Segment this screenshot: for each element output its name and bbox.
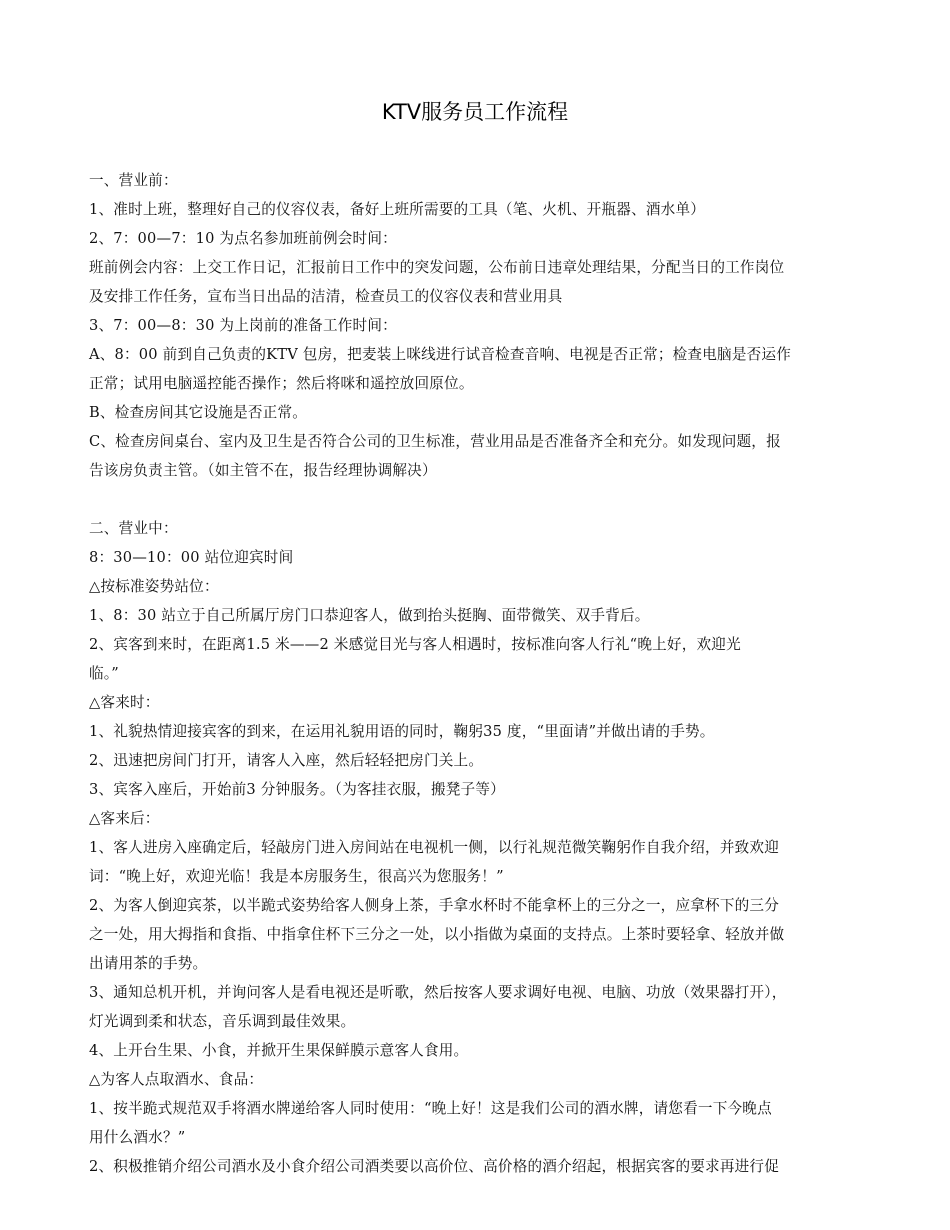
paragraph-line: 词：“晚上好，欢迎光临！我是本房服务生，很高兴为您服务！”: [89, 868, 504, 885]
paragraph-line: 8：30—10：00 站位迎宾时间: [89, 549, 294, 566]
paragraph-line: 班前例会内容：上交工作日记，汇报前日工作中的突发问题，公布前日违章处理结果，分配当日的工作岗位: [89, 259, 785, 276]
subheading-line: △按标准姿势站位：: [89, 578, 219, 595]
paragraph-line: B、检查房间其它设施是否正常。: [89, 404, 308, 421]
paragraph-line: 用什么酒水？”: [89, 1129, 186, 1146]
paragraph-line: C、检查房间桌台、室内及卫生是否符合公司的卫生标准，营业用品是否准备齐全和充分。如发现问题，报: [89, 433, 781, 450]
paragraph-line: 1、客人进房入座确定后，轻敲房门进入房间站在电视机一侧，以行礼规范微笑鞠躬作自我介绍，并致欢迎: [89, 839, 780, 856]
paragraph-line: 出请用茶的手势。: [89, 955, 208, 972]
paragraph-line: 1、礼貌热情迎接宾客的到来，在运用礼貌用语的同时，鞠躬35 度，“里面请”并做出请的手势。: [89, 723, 715, 740]
section-heading-during-business: 二、营业中：: [89, 520, 178, 537]
paragraph-line: 2、积极推销介绍公司酒水及小食介绍公司酒类要以高价位、高价格的酒介绍起，根据宾客的要求再进行促: [89, 1158, 780, 1175]
subheading-line: △为客人点取酒水、食品：: [89, 1071, 264, 1088]
blank-line: [89, 485, 861, 514]
paragraph-line: A、8：00 前到自己负责的KTV 包房，把麦装上咪线进行试音检查音响、电视是否正常；检查电脑是否运作: [89, 346, 791, 363]
paragraph-line: 2、宾客到来时，在距离1.5 米——2 米感觉目光与客人相遇时，按标准向客人行礼“晚上好，欢迎光: [89, 636, 741, 653]
paragraph-line: 灯光调到柔和状态，音乐调到最佳效果。: [89, 1013, 356, 1030]
paragraph-line: 3、通知总机开机，并询问客人是看电视还是听歌，然后按客人要求调好电视、电脑、功放（效果器打开），: [89, 984, 787, 1001]
paragraph-line: 1、准时上班，整理好自己的仪容仪表，备好上班所需要的工具（笔、火机、开瓶器、酒水单）: [89, 201, 706, 218]
paragraph-line: 2、为客人倒迎宾茶，以半跪式姿势给客人侧身上茶，手拿水杯时不能拿杯上的三分之一，应拿杯下的三分: [89, 897, 780, 914]
paragraph-line: 1、8：30 站立于自己所属厅房门口恭迎客人，做到抬头挺胸、面带微笑、双手背后。: [89, 607, 650, 624]
paragraph-line: 及安排工作任务，宣布当日出品的洁清，检查员工的仪容仪表和营业用具: [89, 288, 563, 305]
paragraph-line: 4、上开台生果、小食，并掀开生果保鲜膜示意客人食用。: [89, 1042, 469, 1059]
subheading-line: △客来后：: [89, 810, 160, 827]
section-heading-before-business: 一、营业前：: [89, 172, 178, 189]
paragraph-line: 3、7：00—8：30 为上岗前的准备工作时间：: [89, 317, 397, 334]
paragraph-line: 正常；试用电脑遥控能否操作；然后将咪和遥控放回原位。: [89, 375, 474, 392]
paragraph-line: 3、宾客入座后，开始前3 分钟服务。（为客挂衣服，搬凳子等）: [89, 781, 505, 798]
paragraph-line: 2、7：00—7：10 为点名参加班前例会时间：: [89, 230, 397, 247]
paragraph-line: 之一处，用大拇指和食指、中指拿住杯下三分之一处，以小指做为桌面的支持点。上茶时要轻拿、轻放并做: [89, 926, 785, 943]
paragraph-line: 告该房负责主管。（如主管不在，报告经理协调解决）: [89, 462, 437, 479]
paragraph-line: 1、按半跪式规范双手将酒水牌递给客人同时使用：“晚上好！这是我们公司的酒水牌，请您看一下今晚点: [89, 1100, 772, 1117]
paragraph-line: 临。”: [89, 665, 119, 682]
document-body: [89, 166, 861, 1181]
document-title: KTV服务员工作流程: [381, 100, 569, 124]
paragraph-line: 2、迅速把房间门打开，请客人入座，然后轻轻把房门关上。: [89, 752, 484, 769]
subheading-line: △客来时：: [89, 694, 160, 711]
